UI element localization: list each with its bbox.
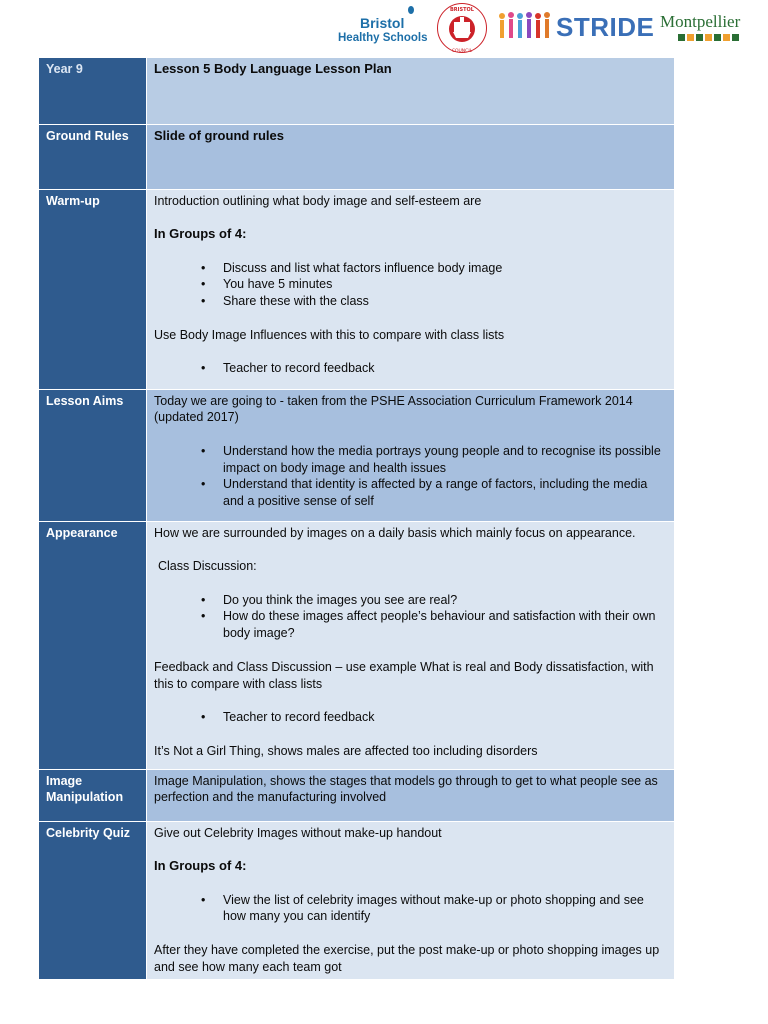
table-row-header	[39, 58, 674, 124]
header-logos	[0, 0, 768, 58]
row-content-ground-rules	[147, 124, 675, 189]
people-figures-icon	[496, 8, 558, 46]
celebrity-quiz-closing: After they have completed the exercise, put the post make-up or photo shopping images up and see how many each team got	[154, 943, 660, 974]
list-item: • Teacher to record feedback	[223, 360, 666, 377]
table-row-lesson-aims	[39, 389, 674, 521]
appearance-closing: It’s Not a Girl Thing, shows males are affected too including disorders	[154, 743, 538, 758]
table-row-appearance	[39, 521, 674, 769]
list-item: • Understand how the media portrays young people and to recognise its possible impact on body image and health issues	[223, 443, 666, 477]
warm-up-bullets	[154, 260, 666, 310]
stride-wordmark: STRIDE	[556, 12, 655, 42]
bhs-logo-line2: Healthy Schools	[338, 32, 428, 44]
table-row-image-manipulation	[39, 769, 674, 821]
list-item: • Teacher to record feedback	[223, 709, 666, 726]
list-item: • You have 5 minutes	[223, 276, 666, 293]
svg-text:BRISTOL: BRISTOL	[450, 7, 474, 13]
stride-logo	[496, 8, 655, 46]
warm-up-after: Use Body Image Influences with this to compare with class lists	[154, 327, 505, 342]
appearance-discussion: Class Discussion:	[158, 559, 257, 574]
appearance-feedback: Feedback and Class Discussion – use example What is real and Body dissatisfaction, with this to compare with class lists	[154, 659, 654, 691]
table-row-celebrity-quiz	[39, 821, 674, 979]
row-label-appearance: Appearance	[39, 521, 147, 769]
lesson-aims-intro: Today we are going to - taken from the PSHE Association Curriculum Framework 2014 (updated 2017)	[154, 393, 633, 425]
lesson-title-cell	[147, 58, 675, 124]
list-item: • Understand that identity is affected by a range of factors, including the media and a positive sense of self	[223, 476, 666, 510]
appearance-bullets-2	[154, 709, 666, 726]
row-label-image-manipulation: Image Manipulation	[39, 769, 147, 821]
row-label-ground-rules: Ground Rules	[39, 124, 147, 189]
lesson-title: Lesson 5 Body Language Lesson Plan	[154, 61, 392, 76]
table-row-ground-rules	[39, 124, 674, 189]
row-content-warm-up	[147, 189, 675, 389]
appearance-bullets	[154, 592, 666, 642]
bhs-logo-line1: Bristol	[360, 15, 405, 31]
list-item: • Share these with the class	[223, 293, 666, 310]
warm-up-groups: In Groups of 4:	[154, 226, 247, 242]
city-council-seal-logo	[436, 2, 488, 54]
year-label: Year 9	[39, 58, 147, 124]
row-content-image-manipulation	[147, 769, 675, 821]
row-label-warm-up: Warm-up	[39, 189, 147, 389]
celebrity-quiz-groups: In Groups of 4:	[154, 858, 247, 874]
celebrity-quiz-intro: Give out Celebrity Images without make-up handout	[154, 825, 442, 840]
list-item: • Do you think the images you see are real?	[223, 592, 666, 609]
ground-rules-text: Slide of ground rules	[154, 127, 285, 143]
list-item: • How do these images affect people’s behaviour and satisfaction with their own body image?	[223, 608, 666, 642]
appearance-intro: How we are surrounded by images on a daily basis which mainly focus on appearance.	[154, 525, 636, 540]
warm-up-intro: Introduction outlining what body image and self-esteem are	[154, 193, 482, 208]
montpellier-wordmark: Montpellier	[660, 12, 741, 31]
row-content-appearance	[147, 521, 675, 769]
montpellier-logo	[658, 12, 748, 50]
list-item: • Discuss and list what factors influence body image	[223, 260, 666, 277]
svg-text:COUNCIL: COUNCIL	[451, 49, 473, 54]
row-content-lesson-aims	[147, 389, 675, 521]
lesson-plan-table	[39, 58, 674, 980]
row-label-lesson-aims: Lesson Aims	[39, 389, 147, 521]
list-item: • View the list of celebrity images without make-up or photo shopping and see how many you can identify	[223, 892, 666, 926]
table-row-warm-up	[39, 189, 674, 389]
balloon-icon	[408, 6, 414, 14]
image-manipulation-text: Image Manipulation, shows the stages that models go through to get to what people see as perfection and the manufacturing involved	[154, 773, 658, 805]
row-label-celebrity-quiz: Celebrity Quiz	[39, 821, 147, 979]
bristol-healthy-schools-logo	[338, 6, 430, 46]
row-content-celebrity-quiz	[147, 821, 675, 979]
lesson-aims-bullets	[154, 443, 666, 510]
warm-up-bullets-2	[154, 360, 666, 377]
celebrity-quiz-bullets	[154, 892, 666, 926]
